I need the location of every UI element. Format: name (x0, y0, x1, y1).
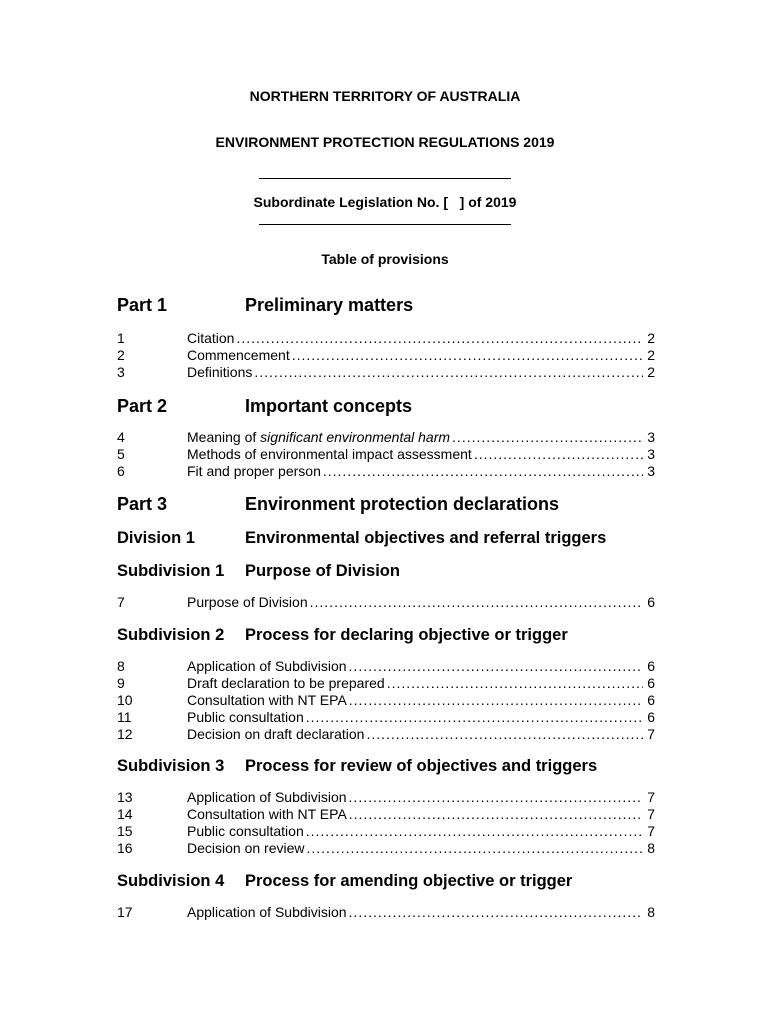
dot-leader (349, 789, 643, 806)
toc-list (117, 904, 655, 921)
page-number: 2 (647, 364, 655, 380)
part-title: Important concepts (245, 396, 413, 416)
section-title: Application of Subdivision (187, 904, 347, 920)
toc-list (117, 789, 655, 857)
dot-leader (236, 330, 643, 347)
toc-entry[interactable] (117, 692, 655, 709)
dot-leader (306, 709, 643, 726)
toc-entry[interactable] (117, 347, 655, 364)
section-title: Application of Subdivision (187, 658, 347, 674)
divider-top (259, 178, 511, 179)
division-title: Environmental objectives and referral triggers (245, 529, 607, 547)
dot-leader (323, 463, 643, 480)
section-number: 9 (117, 675, 125, 691)
page-number: 2 (647, 330, 655, 346)
part-label: Part 3 (117, 494, 168, 514)
page-number: 6 (647, 692, 655, 708)
toc-entry[interactable] (117, 429, 655, 446)
section-number: 8 (117, 658, 125, 674)
toc-entry[interactable] (117, 330, 655, 347)
dot-leader (292, 347, 643, 364)
section-number: 10 (117, 692, 133, 708)
section-title: Decision on review (187, 840, 305, 856)
section-number: 16 (117, 840, 133, 856)
section-number: 15 (117, 823, 133, 839)
section-title: Decision on draft declaration (187, 726, 365, 742)
page-number: 7 (647, 726, 655, 742)
section-title: Application of Subdivision (187, 789, 347, 805)
section-number: 1 (117, 330, 125, 346)
dot-leader (349, 658, 643, 675)
section-title: Fit and proper person (187, 463, 321, 479)
toc-list (117, 330, 655, 381)
part-title: Preliminary matters (245, 295, 414, 315)
page-number: 7 (647, 789, 655, 805)
section-number: 3 (117, 364, 125, 380)
dot-leader (452, 429, 643, 446)
section-title (187, 429, 450, 446)
toc-list (117, 429, 655, 480)
section-number: 14 (117, 806, 133, 822)
toc-entry[interactable] (117, 364, 655, 381)
page-number: 6 (647, 658, 655, 674)
dot-leader (306, 823, 643, 840)
section-title: Purpose of Division (187, 594, 308, 610)
section-title: Definitions (187, 364, 253, 380)
part-title: Environment protection declarations (245, 494, 560, 514)
dot-leader (349, 904, 643, 921)
page-number: 8 (647, 904, 655, 920)
section-number: 7 (117, 594, 125, 610)
dot-leader (307, 840, 644, 857)
part-label: Part 2 (117, 396, 168, 416)
section-title: Public consultation (187, 823, 304, 839)
toc-entry[interactable] (117, 806, 655, 823)
legislation-number: Subordinate Legislation No. [ ] of 2019 (253, 194, 517, 210)
section-number: 5 (117, 446, 125, 462)
toc-entry[interactable] (117, 726, 655, 743)
section-number: 13 (117, 789, 133, 805)
section-title: Methods of environmental impact assessment (187, 446, 472, 462)
toc-list (117, 658, 655, 743)
page-number: 6 (647, 709, 655, 725)
section-number: 4 (117, 429, 125, 445)
section-title-prefix: Meaning of (187, 429, 261, 445)
page-number: 7 (647, 823, 655, 839)
dot-leader (310, 594, 643, 611)
section-title: Consultation with NT EPA (187, 806, 347, 822)
page-number: 8 (647, 840, 655, 856)
page-number: 3 (647, 429, 655, 445)
dot-leader (254, 364, 643, 381)
toc-entry[interactable] (117, 904, 655, 921)
section-number: 17 (117, 904, 133, 920)
page-number: 2 (647, 347, 655, 363)
division-label: Division 1 (117, 529, 195, 547)
dot-leader (349, 806, 643, 823)
toc-entry[interactable] (117, 709, 655, 726)
page-number: 6 (647, 594, 655, 610)
document-title: ENVIRONMENT PROTECTION REGULATIONS 2019 (215, 134, 555, 150)
page-number: 3 (647, 463, 655, 479)
toc-entry[interactable] (117, 840, 655, 857)
section-number: 11 (117, 709, 132, 725)
dot-leader (366, 726, 643, 743)
subdivision-title: Process for amending objective or trigger (245, 872, 573, 890)
toc-entry[interactable] (117, 823, 655, 840)
subdivision-label: Subdivision 2 (117, 626, 225, 644)
section-title: Public consultation (187, 709, 304, 725)
page-number: 6 (647, 675, 655, 691)
section-title: Draft declaration to be prepared (187, 675, 385, 691)
part-label: Part 1 (117, 295, 168, 315)
toc-entry[interactable] (117, 789, 655, 806)
section-number: 12 (117, 726, 133, 742)
subdivision-title: Purpose of Division (245, 562, 400, 580)
subdivision-title: Process for declaring objective or trigger (245, 626, 568, 644)
jurisdiction-heading: NORTHERN TERRITORY OF AUSTRALIA (249, 88, 521, 104)
divider-bottom (259, 224, 511, 225)
subdivision-label: Subdivision 4 (117, 872, 225, 890)
toc-list (117, 594, 655, 611)
dot-leader (349, 692, 643, 709)
section-title-italic: significant environmental harm (260, 429, 451, 445)
dot-leader (387, 675, 643, 692)
section-title: Commencement (187, 347, 290, 363)
toc-entry[interactable] (117, 658, 655, 675)
section-title: Consultation with NT EPA (187, 692, 347, 708)
section-number: 2 (117, 347, 125, 363)
page-number: 7 (647, 806, 655, 822)
toc-heading: Table of provisions (321, 251, 449, 267)
section-number: 6 (117, 463, 125, 479)
subdivision-title: Process for review of objectives and triggers (245, 757, 598, 775)
subdivision-label: Subdivision 1 (117, 562, 225, 580)
toc-entry[interactable] (117, 594, 655, 611)
dot-leader (474, 446, 643, 463)
subdivision-label: Subdivision 3 (117, 757, 225, 775)
toc-entry[interactable] (117, 675, 655, 692)
toc-entry[interactable] (117, 463, 655, 480)
page-number: 3 (647, 446, 655, 462)
section-title: Citation (187, 330, 235, 346)
toc-entry[interactable] (117, 446, 655, 463)
